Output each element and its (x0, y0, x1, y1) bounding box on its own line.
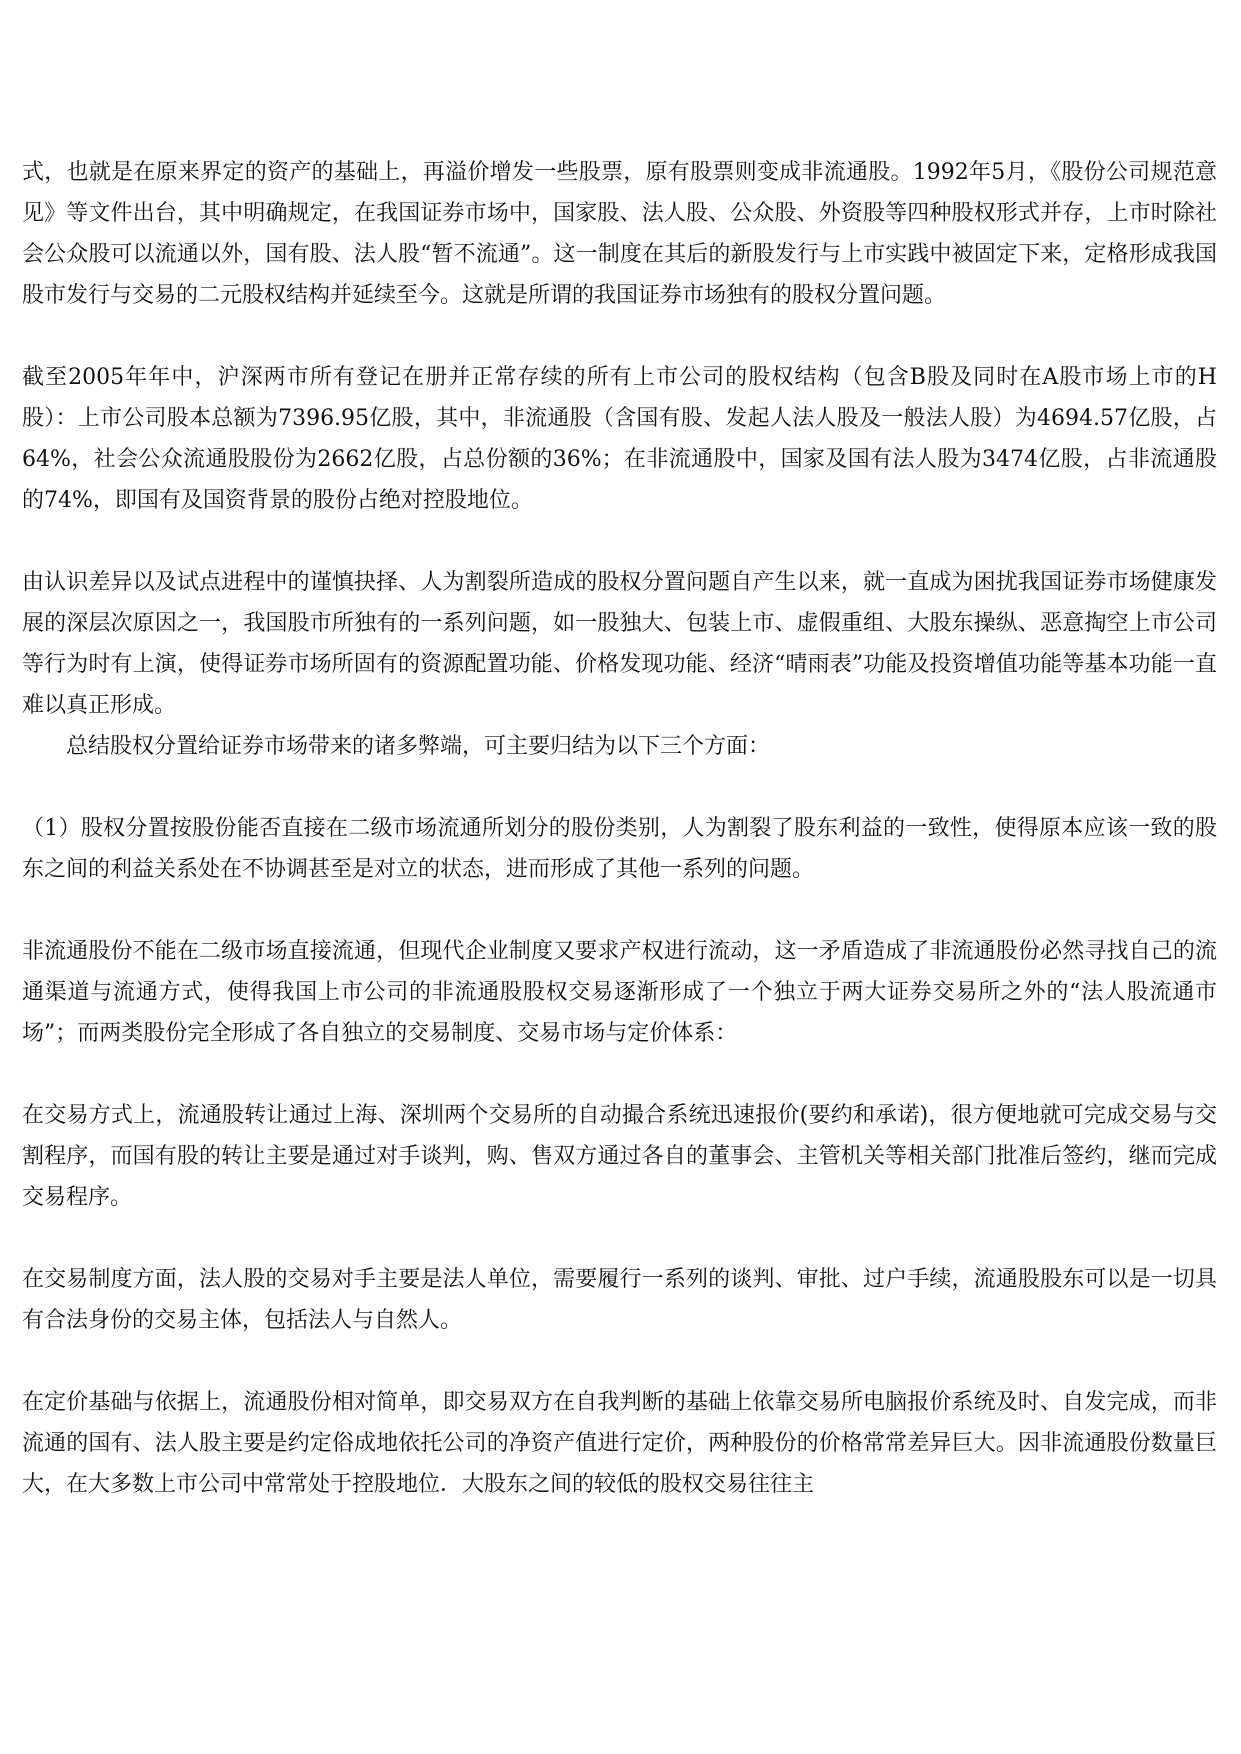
paragraph-share-structure-origin: 式，也就是在原来界定的资产的基础上，再溢价增发一些股票，原有股票则变成非流通股。1992年5月，《股份公司规范意见》等文件出台，其中明确规定，在我国证券市场中，国家股、法人股、公众股、外资股等四种股权形式并存，上市时除社会公众股可以流通以外，国有股、法人股“暂不流通”。这一制度在其后的新股发行与上市实践中被固定下来，定格形成我国股市发行与交易的二元股权结构并延续至今。这就是所谓的我国证券市场独有的股权分置问题。 (22, 160, 1217, 308)
paragraph-2005-statistics: 截至2005年年中，沪深两市所有登记在册并正常存续的所有上市公司的股权结构（包含B股及同时在A股市场上市的H股）：上市公司股本总额为7396.95亿股，其中，非流通股（含国有股、发起人法人股及一般法人股）为4694.57亿股，占64%，社会公众流通股股份为2662亿股，占总份额的36%；在非流通股中，国家及国有法人股为3474亿股，占非流通股的74%，即国有及国资背景的股份占绝对控股地位。 (22, 365, 1217, 513)
paragraph-non-tradable-market: 非流通股份不能在二级市场直接流通，但现代企业制度又要求产权进行流动，这一矛盾造成了非流通股份必然寻找自己的流通渠道与流通方式，使得我国上市公司的非流通股股权交易逐渐形成了一个独立于两大证券交易所之外的“法人股流通市场”；而两类股份完全形成了各自独立的交易制度、交易市场与定价体系： (22, 939, 1217, 1046)
paragraph-pricing-basis: 在定价基础与依据上，流通股份相对简单，即交易双方在自我判断的基础上依靠交易所电脑报价系统及时、自发完成，而非流通的国有、法人股主要是约定俗成地依托公司的净资产值进行定价，两种股份的价格常常差异巨大。因非流通股份数量巨大，在大多数上市公司中常常处于控股地位．大股东之间的较低的股权交易往往主 (22, 1390, 1217, 1497)
paragraph-trading-method: 在交易方式上，流通股转让通过上海、深圳两个交易所的自动撮合系统迅速报价(要约和承诺)，很方便地就可完成交易与交割程序，而国有股的转让主要是通过对手谈判，购、售双方通过各自的董事会、主管机关等相关部门批准后签约，继而完成交易程序。 (22, 1103, 1217, 1210)
paragraph-trading-system: 在交易制度方面，法人股的交易对手主要是法人单位，需要履行一系列的谈判、审批、过户手续，流通股股东可以是一切具有合法身份的交易主体，包括法人与自然人。 (22, 1267, 1217, 1333)
paragraph-summary-intro: 总结股权分置给证券市场带来的诸多弊端，可主要归结为以下三个方面： (66, 734, 771, 759)
document-body (22, 152, 1217, 1546)
paragraph-point-1: （1）股权分置按股份能否直接在二级市场流通所划分的股份类别，人为割裂了股东利益的一致性，使得原本应该一致的股东之间的利益关系处在不协调甚至是对立的状态，进而形成了其他一系列的问题。 (22, 816, 1217, 882)
paragraph-problem-overview: 由认识差异以及试点进程中的谨慎抉择、人为割裂所造成的股权分置问题自产生以来，就一直成为困扰我国证券市场健康发展的深层次原因之一，我国股市所独有的一系列问题，如一股独大、包装上市、虚假重组、大股东操纵、恶意掏空上市公司等行为时有上演，使得证券市场所固有的资源配置功能、价格发现功能、经济“晴雨表”功能及投资增值功能等基本功能一直难以真正形成。 (22, 570, 1217, 718)
